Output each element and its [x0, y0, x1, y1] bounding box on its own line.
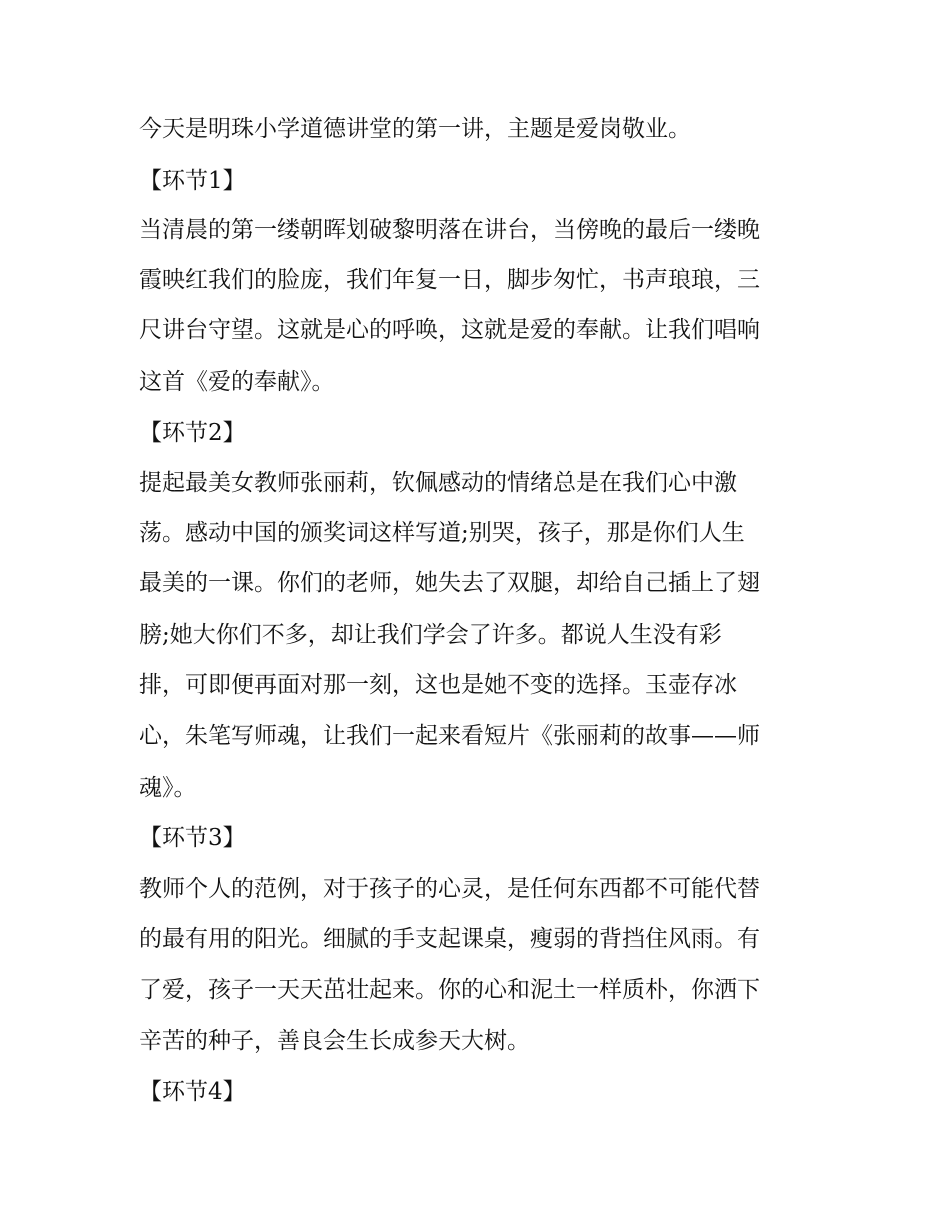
- paragraph-line: 心，朱笔写师魂，让我们一起来看短片《张丽莉的故事——师: [139, 723, 760, 749]
- paragraph-line: 荡。感动中国的颁奖词这样写道;别哭，孩子，那是你们人生: [139, 520, 745, 546]
- paragraph-line: 当清晨的第一缕朝晖划破黎明落在讲台，当傍晚的最后一缕晚: [139, 217, 760, 243]
- section-heading-3: 【环节3】: [139, 825, 246, 851]
- paragraph-line: 膀;她大你们不多，却让我们学会了许多。都说人生没有彩: [139, 622, 722, 648]
- paragraph-line: 排，可即便再面对那一刻，这也是她不变的选择。玉壶存冰: [139, 672, 737, 698]
- paragraph-line: 的最有用的阳光。细腻的手支起课桌，瘦弱的背挡住风雨。有: [139, 926, 760, 952]
- paragraph-line: 辛苦的种子，善良会生长成参天大树。: [139, 1028, 530, 1054]
- paragraph-line: 提起最美女教师张丽莉，钦佩感动的情绪总是在我们心中激: [139, 470, 737, 496]
- section-heading-2: 【环节2】: [139, 420, 246, 446]
- paragraph-line: 教师个人的范例，对于孩子的心灵，是任何东西都不可能代替: [139, 876, 760, 902]
- paragraph-line: 魂》。: [139, 775, 197, 801]
- intro-line: 今天是明珠小学道德讲堂的第一讲，主题是爱岗敬业。: [139, 116, 691, 142]
- paragraph-line: 尺讲台守望。这就是心的呼唤，这就是爱的奉献。让我们唱响: [139, 317, 760, 343]
- section-heading-4: 【环节4】: [139, 1079, 246, 1105]
- paragraph-line: 霞映红我们的脸庞，我们年复一日，脚步匆忙，书声琅琅，三: [139, 267, 760, 293]
- paragraph-line: 这首《爱的奉献》。: [139, 369, 335, 395]
- section-heading-1: 【环节1】: [139, 168, 246, 194]
- paragraph-line: 最美的一课。你们的老师，她失去了双腿，却给自己插上了翅: [139, 570, 760, 596]
- paragraph-line: 了爱，孩子一天天茁壮起来。你的心和泥土一样质朴，你洒下: [139, 977, 760, 1003]
